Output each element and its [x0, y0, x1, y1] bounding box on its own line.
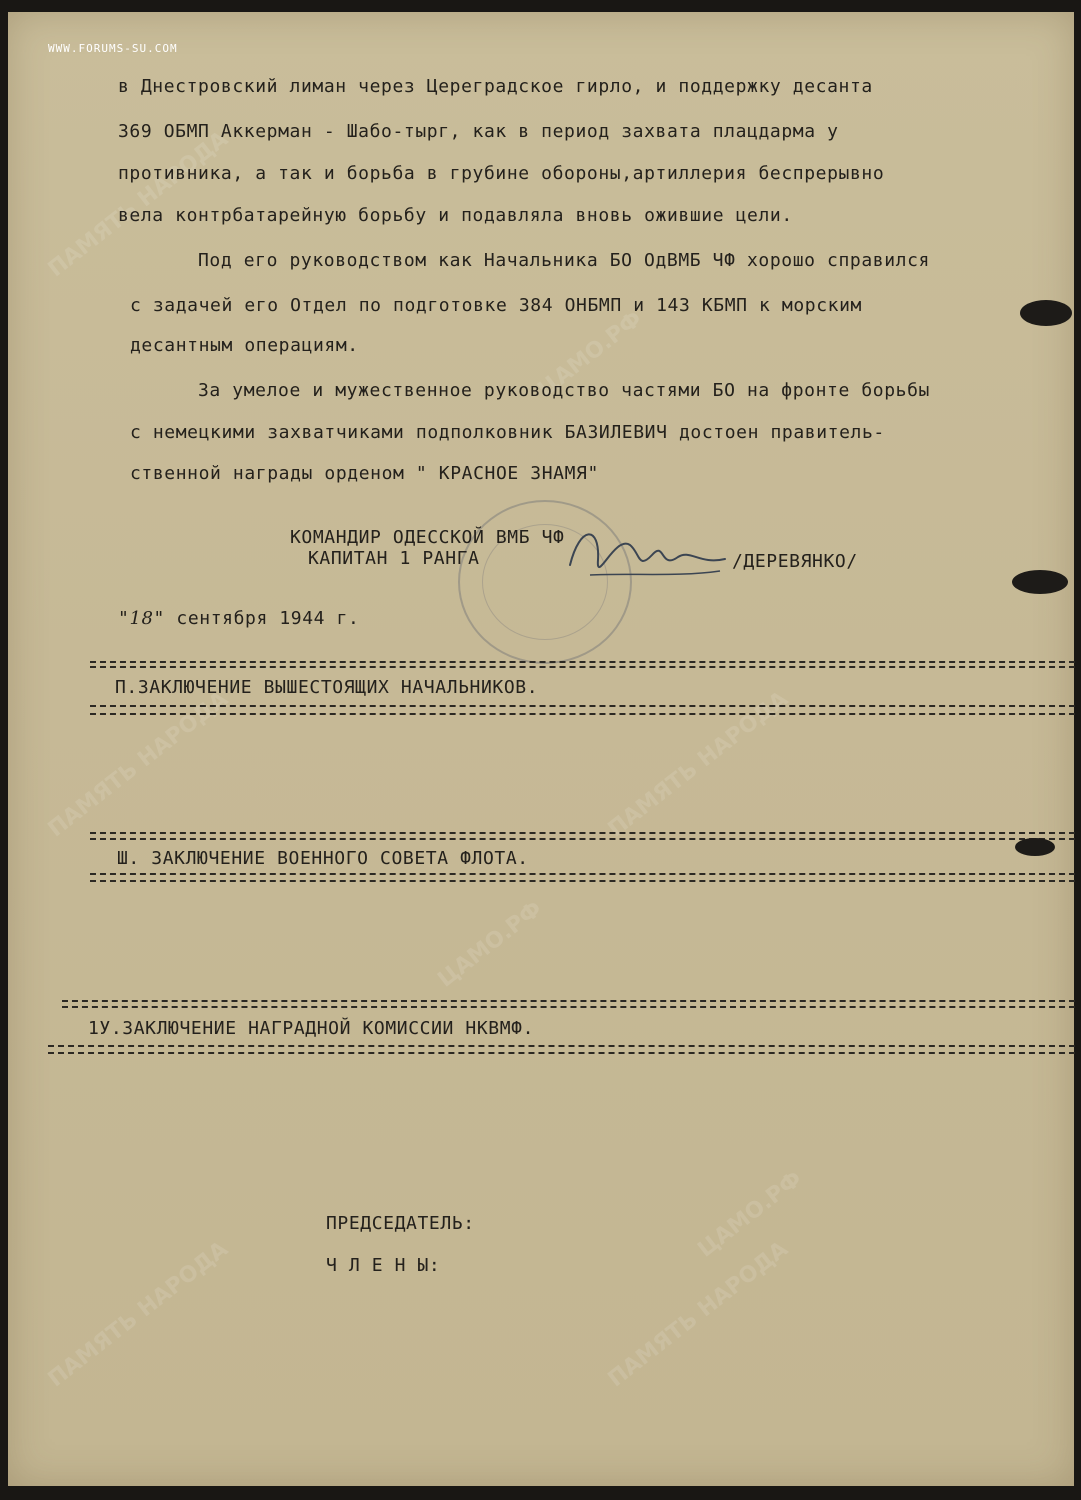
- site-watermark: WWW.FORUMS-SU.COM: [48, 42, 178, 55]
- archive-watermark: ПАМЯТЬ НАРОДА: [43, 1236, 233, 1393]
- archive-watermark: ЦАМО.РФ: [693, 1166, 807, 1263]
- section-divider: [90, 713, 1075, 715]
- commission-chair-label: ПРЕДСЕДАТЕЛЬ:: [326, 1213, 475, 1234]
- section-divider: [90, 832, 1075, 834]
- archive-watermark: ПАМЯТЬ НАРОДА: [43, 126, 233, 283]
- body-line: вела контрбатарейную борьбу и подавляла вновь ожившие цели.: [118, 205, 793, 226]
- section-divider: [48, 1045, 1075, 1047]
- section-divider: [48, 1052, 1075, 1054]
- body-line: За умелое и мужественное руководство частями БО на фронте борьбы: [198, 380, 930, 401]
- archive-watermark: ПАМЯТЬ НАРОДА: [603, 1236, 793, 1393]
- section-divider: [90, 661, 1075, 663]
- document-page: [8, 12, 1074, 1486]
- ink-blot: [1020, 300, 1072, 326]
- body-line: в Днестровский лиман через Цереградское гирло, и поддержку десанта: [118, 76, 873, 97]
- section-heading-award-commission: 1У.ЗАКЛЮЧЕНИЕ НАГРАДНОЙ КОМИССИИ НКВМФ.: [88, 1018, 535, 1039]
- body-line: с немецкими захватчиками подполковник БАЗИЛЕВИЧ достоен правитель-: [130, 422, 885, 443]
- commission-members-label: Ч Л Е Н Ы:: [326, 1255, 441, 1276]
- body-line: 369 ОБМП Аккерман - Шабо-тырг, как в период захвата плацдарма у: [118, 121, 839, 142]
- section-divider: [90, 873, 1075, 875]
- archive-watermark: ПАМЯТЬ НАРОДА: [43, 686, 233, 843]
- archive-watermark: ПАМЯТЬ НАРОДА: [603, 686, 793, 843]
- document-date: "18" сентября 1944 г.: [118, 608, 360, 629]
- section-divider: [62, 1006, 1075, 1008]
- section-divider: [90, 880, 1075, 882]
- section-divider: [90, 838, 1075, 840]
- section-divider: [90, 666, 1075, 668]
- date-day: 18: [129, 608, 154, 629]
- section-divider: [62, 1000, 1075, 1002]
- section-heading-superiors: П.ЗАКЛЮЧЕНИЕ ВЫШЕСТОЯЩИХ НАЧАЛЬНИКОВ.: [115, 677, 539, 698]
- signature-scribble: [560, 515, 730, 595]
- body-line: ственной награды орденом " КРАСНОЕ ЗНАМЯ": [130, 463, 599, 484]
- section-heading-military-council: Ш. ЗАКЛЮЧЕНИЕ ВОЕННОГО СОВЕТА ФЛОТА.: [117, 848, 529, 869]
- body-line: Под его руководством как Начальника БО ОдВМБ ЧФ хорошо справился: [198, 250, 930, 271]
- ink-blot: [1012, 570, 1068, 594]
- commander-rank: КАПИТАН 1 РАНГА: [308, 548, 480, 569]
- archive-watermark: ЦАМО.РФ: [533, 306, 647, 403]
- body-line: с задачей его Отдел по подготовке 384 ОНБМП и 143 КБМП к морским: [130, 295, 862, 316]
- commander-title: КОМАНДИР ОДЕССКОЙ ВМБ ЧФ: [290, 527, 565, 548]
- date-rest: сентября 1944 г.: [176, 608, 360, 629]
- commander-name: /ДЕРЕВЯНКО/: [732, 551, 858, 572]
- body-line: противника, а так и борьба в грубине обороны,артиллерия беспрерывно: [118, 163, 885, 184]
- body-line: десантным операциям.: [130, 335, 359, 356]
- section-divider: [90, 705, 1075, 707]
- archive-watermark: ЦАМО.РФ: [433, 896, 547, 993]
- ink-blot: [1015, 838, 1055, 856]
